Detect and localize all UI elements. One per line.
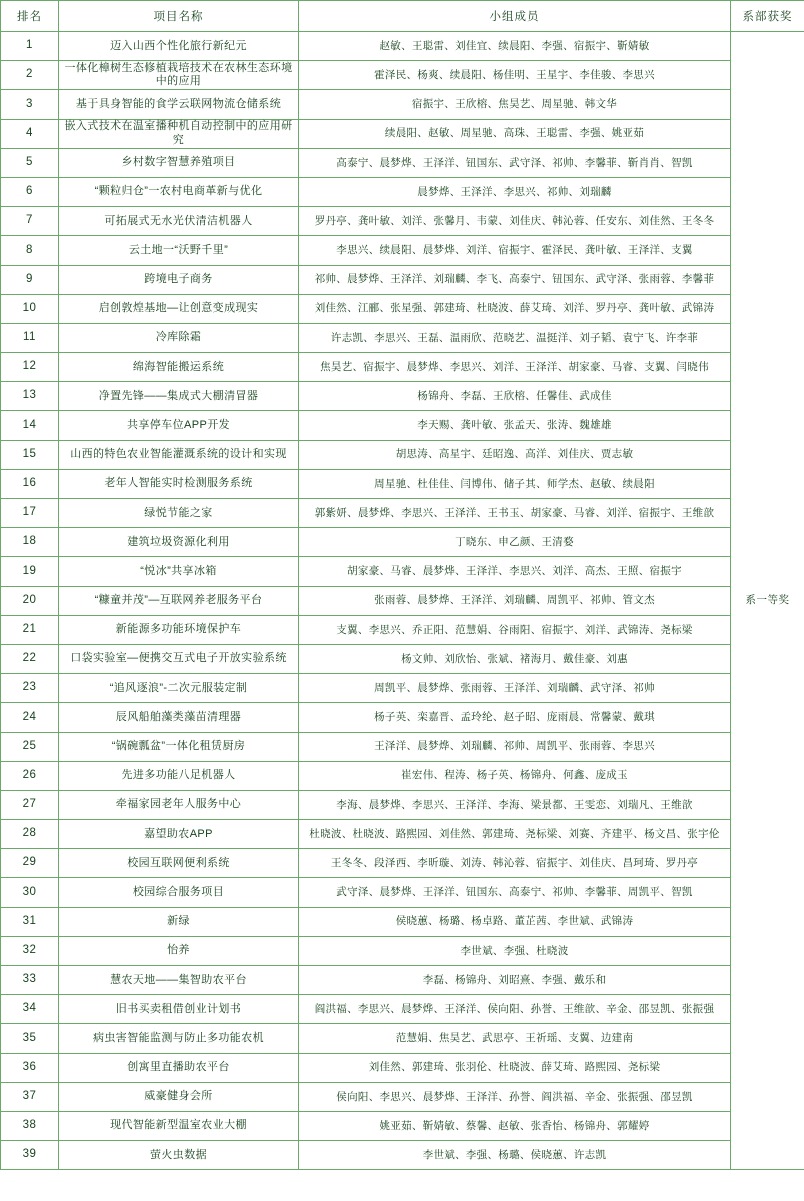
cell-project-name: 怡养 [59,936,299,965]
cell-members: 崔宏伟、程涛、杨子英、杨锦舟、何鑫、庞成玉 [299,761,731,790]
cell-rank: 31 [1,907,59,936]
cell-rank: 27 [1,790,59,819]
cell-project-name: “锅碗瓢盆”一体化租赁厨房 [59,732,299,761]
cell-members: 胡思涛、高星宇、廷昭逸、高洋、刘佳庆、贾志敏 [299,440,731,469]
cell-project-name: “悦冰”共享冰箱 [59,557,299,586]
cell-members: 胡家豪、马睿、晨梦烨、王泽洋、李思兴、刘洋、高杰、王照、宿振宇 [299,557,731,586]
cell-project-name: 迈入山西个性化旅行新纪元 [59,32,299,61]
cell-rank: 28 [1,820,59,849]
cell-project-name: 可拓展式无水光伏清洁机器人 [59,207,299,236]
cell-members: 王冬冬、段泽西、李昕璇、刘涛、韩沁蓉、宿振宇、刘佳庆、昌珂琦、罗丹亭 [299,849,731,878]
cell-members: 杨文帅、刘欣怡、张斌、褚海月、戴佳豪、刘惠 [299,644,731,673]
cell-project-name: “追风逐浪”-二次元服装定制 [59,674,299,703]
table-row [1,586,804,615]
cell-project-name: 校园综合服务项目 [59,878,299,907]
cell-members: 阎洪福、李思兴、晨梦烨、王泽洋、侯向阳、孙誉、王维歆、辛金、邵昱凯、张振强 [299,995,731,1024]
table-row [1,294,804,323]
cell-project-name: 先进多功能八足机器人 [59,761,299,790]
cell-project-name: 跨境电子商务 [59,265,299,294]
cell-rank: 38 [1,1111,59,1140]
cell-members: 续晨阳、赵敏、周星驰、高珠、王聪雷、李强、姚亚茹 [299,119,731,148]
cell-rank: 37 [1,1082,59,1111]
table-row [1,119,804,148]
cell-members: 焦昊艺、宿振宇、晨梦烨、李思兴、刘洋、王泽洋、胡家豪、马睿、支翼、闫晓伟 [299,353,731,382]
table-row [1,90,804,119]
cell-members: 范慧娟、焦昊艺、武思亭、王祈瑶、支翼、边建南 [299,1024,731,1053]
cell-project-name: 旧书买卖租借创业计划书 [59,995,299,1024]
cell-members: 杨子英、栾嘉晋、孟玲纶、赵子昭、庞雨晨、常馨蒙、戴琪 [299,703,731,732]
table-body [1,32,804,1170]
cell-rank: 7 [1,207,59,236]
table-row [1,761,804,790]
cell-rank: 19 [1,557,59,586]
table-row [1,411,804,440]
table-header-row [1,1,804,32]
cell-rank: 6 [1,177,59,206]
cell-rank: 13 [1,382,59,411]
cell-members: 郭紫妍、晨梦烨、李思兴、王泽洋、王书玉、胡家豪、马睿、刘洋、宿振宇、王维歆 [299,499,731,528]
table-row [1,528,804,557]
table-row [1,499,804,528]
cell-project-name: 萤火虫数据 [59,1141,299,1170]
cell-members: 武守泽、晨梦烨、王泽洋、钮国东、高泰宁、祁帅、李馨菲、周凯平、智凯 [299,878,731,907]
cell-project-name: 口袋实验室—便携交互式电子开放实验系统 [59,644,299,673]
cell-members: 王泽洋、晨梦烨、刘瑞麟、祁帅、周凯平、张雨蓉、李思兴 [299,732,731,761]
cell-project-name: 嵌入式技术在温室播种机自动控制中的应用研究 [59,119,299,148]
cell-rank: 4 [1,119,59,148]
cell-project-name: 辰风船舶藻类藻苗清理器 [59,703,299,732]
cell-rank: 26 [1,761,59,790]
cell-rank: 30 [1,878,59,907]
cell-members: 姚亚茹、靳婧敏、蔡馨、赵敏、张香怡、杨锦舟、郭耀婷 [299,1111,731,1140]
cell-members: 李海、晨梦烨、李思兴、王泽洋、李海、梁景都、王雯恋、刘瑞凡、王维歆 [299,790,731,819]
table-row [1,820,804,849]
cell-rank: 22 [1,644,59,673]
cell-members: 丁晓东、申乙颜、王清婺 [299,528,731,557]
cell-project-name: 净置先锋——集成式大棚清冒器 [59,382,299,411]
column-header-award: 系部获奖 [731,1,804,32]
cell-members: 李思兴、续晨阳、晨梦烨、刘洋、宿振宇、霍泽民、龚叶敏、王泽洋、支翼 [299,236,731,265]
table-row [1,615,804,644]
cell-members: 祁帅、晨梦烨、王泽洋、刘瑞麟、李飞、高泰宁、钮国东、武守泽、张雨蓉、李馨菲 [299,265,731,294]
table-row [1,790,804,819]
cell-members: 罗丹亭、龚叶敏、刘洋、张馨月、韦蒙、刘佳庆、韩沁蓉、任安东、刘佳然、王冬冬 [299,207,731,236]
cell-members: 李磊、杨锦舟、刘昭熹、李强、戴乐和 [299,966,731,995]
cell-members: 侯晓蕙、杨璐、杨卓路、董芷茜、李世斌、武锦涛 [299,907,731,936]
cell-project-name: 老年人智能实时检测服务系统 [59,469,299,498]
cell-rank: 14 [1,411,59,440]
cell-rank: 32 [1,936,59,965]
cell-award: 系一等奖 [731,32,804,1170]
cell-members: 支翼、李思兴、乔正阳、范慧娟、谷雨阳、宿振宇、刘洋、武锦涛、尧标梁 [299,615,731,644]
cell-project-name: 一体化樟树生态修植栽培技术在农林生态环境中的应用 [59,61,299,90]
cell-rank: 18 [1,528,59,557]
cell-project-name: 乡村数字智慧养殖项目 [59,148,299,177]
cell-project-name: 创寓里直播助农平台 [59,1053,299,1082]
cell-members: 高泰宁、晨梦烨、王泽洋、钮国东、武守泽、祁帅、李馨菲、靳肖肖、智凯 [299,148,731,177]
cell-project-name: 绿悦节能之家 [59,499,299,528]
cell-project-name: 慧农天地——集智助农平台 [59,966,299,995]
cell-rank: 23 [1,674,59,703]
cell-project-name: 共享停车位APP开发 [59,411,299,440]
cell-project-name: 云土地一“沃野千里” [59,236,299,265]
cell-project-name: 威豪健身会所 [59,1082,299,1111]
cell-rank: 3 [1,90,59,119]
cell-members: 晨梦烨、王泽洋、李思兴、祁帅、刘瑞麟 [299,177,731,206]
cell-members: 赵敏、王聪雷、刘佳宜、续晨阳、李强、宿振宇、靳婧敏 [299,32,731,61]
cell-project-name: “颗粒归仓”一农村电商革新与优化 [59,177,299,206]
cell-rank: 21 [1,615,59,644]
table-row [1,265,804,294]
table-row [1,32,804,61]
cell-members: 张雨蓉、晨梦烨、王泽洋、刘瑞麟、周凯平、祁帅、管文杰 [299,586,731,615]
cell-members: 刘佳然、郭建琦、张羽伦、杜晓波、薛艾琦、路熙园、尧标梁 [299,1053,731,1082]
table-row [1,703,804,732]
cell-members: 霍泽民、杨爽、续晨阳、杨佳明、王星宇、李佳骏、李思兴 [299,61,731,90]
table-row [1,1053,804,1082]
cell-members: 侯向阳、李思兴、晨梦烨、王泽洋、孙誉、阎洪福、辛金、张振强、邵昱凯 [299,1082,731,1111]
cell-rank: 11 [1,323,59,352]
table-row [1,732,804,761]
table-row [1,644,804,673]
cell-project-name: 嘉望助农APP [59,820,299,849]
cell-project-name: “糠童并茂”—互联网养老服务平台 [59,586,299,615]
cell-project-name: 启创敦煌基地—让创意变成现实 [59,294,299,323]
cell-rank: 9 [1,265,59,294]
cell-rank: 20 [1,586,59,615]
column-header-members: 小组成员 [299,1,731,32]
cell-rank: 1 [1,32,59,61]
cell-rank: 16 [1,469,59,498]
cell-project-name: 冷库除霜 [59,323,299,352]
table-row [1,1111,804,1140]
table-row [1,177,804,206]
table-row [1,207,804,236]
cell-rank: 10 [1,294,59,323]
cell-project-name: 建筑垃圾资源化利用 [59,528,299,557]
cell-rank: 12 [1,353,59,382]
table-row [1,1141,804,1170]
table-row [1,353,804,382]
column-header-project-name: 项目名称 [59,1,299,32]
cell-members: 周凯平、晨梦烨、张雨蓉、王泽洋、刘瑞麟、武守泽、祁帅 [299,674,731,703]
table-row [1,440,804,469]
table-row [1,148,804,177]
table-row [1,849,804,878]
table-header [1,1,804,32]
cell-project-name: 山西的特色农业智能灌溉系统的设计和实现 [59,440,299,469]
cell-project-name: 新绿 [59,907,299,936]
cell-project-name: 校园互联网便利系统 [59,849,299,878]
cell-members: 杜晓波、杜晓波、路熙园、刘佳然、郭建琦、尧标梁、刘赛、齐建平、杨文昌、张宇伦 [299,820,731,849]
cell-project-name: 基于具身智能的食学云联网物流仓储系统 [59,90,299,119]
table-row [1,236,804,265]
cell-members: 许志凯、李思兴、王磊、温雨欣、范晓艺、温挺洋、刘子韬、袁宁飞、许李菲 [299,323,731,352]
cell-members: 李世斌、李强、杨璐、侯晓蕙、许志凯 [299,1141,731,1170]
cell-rank: 39 [1,1141,59,1170]
cell-project-name: 牵福家园老年人服务中心 [59,790,299,819]
cell-rank: 25 [1,732,59,761]
cell-rank: 35 [1,1024,59,1053]
table-row [1,907,804,936]
cell-rank: 15 [1,440,59,469]
column-header-rank: 排名 [1,1,59,32]
cell-rank: 34 [1,995,59,1024]
table-row [1,323,804,352]
cell-members: 李天赐、龚叶敏、张孟天、张涛、魏雄雄 [299,411,731,440]
table-row [1,1082,804,1111]
cell-rank: 5 [1,148,59,177]
table-row [1,878,804,907]
cell-members: 宿振宇、王欣榕、焦昊艺、周星驰、韩文华 [299,90,731,119]
cell-rank: 36 [1,1053,59,1082]
cell-members: 李世斌、李强、杜晓波 [299,936,731,965]
cell-rank: 33 [1,966,59,995]
cell-project-name: 绵海智能搬运系统 [59,353,299,382]
table-row [1,995,804,1024]
table-row [1,1024,804,1053]
table-row [1,936,804,965]
table-row [1,61,804,90]
cell-rank: 17 [1,499,59,528]
table-row [1,557,804,586]
cell-rank: 29 [1,849,59,878]
table-row [1,382,804,411]
table-row [1,966,804,995]
cell-project-name: 新能源多功能环境保护车 [59,615,299,644]
cell-rank: 8 [1,236,59,265]
table-row [1,674,804,703]
cell-project-name: 病虫害智能监测与防止多功能农机 [59,1024,299,1053]
cell-rank: 2 [1,61,59,90]
cell-members: 周星驰、杜佳佳、闫博伟、储子其、师学杰、赵敏、续晨阳 [299,469,731,498]
table-row [1,469,804,498]
cell-rank: 24 [1,703,59,732]
cell-members: 刘佳然、江郦、张星强、郭建琦、杜晓波、薛艾琦、刘洋、罗丹亭、龚叶敏、武锦涛 [299,294,731,323]
cell-members: 杨锦舟、李磊、王欣榕、任馨佳、武成佳 [299,382,731,411]
cell-project-name: 现代智能新型温室农业大棚 [59,1111,299,1140]
